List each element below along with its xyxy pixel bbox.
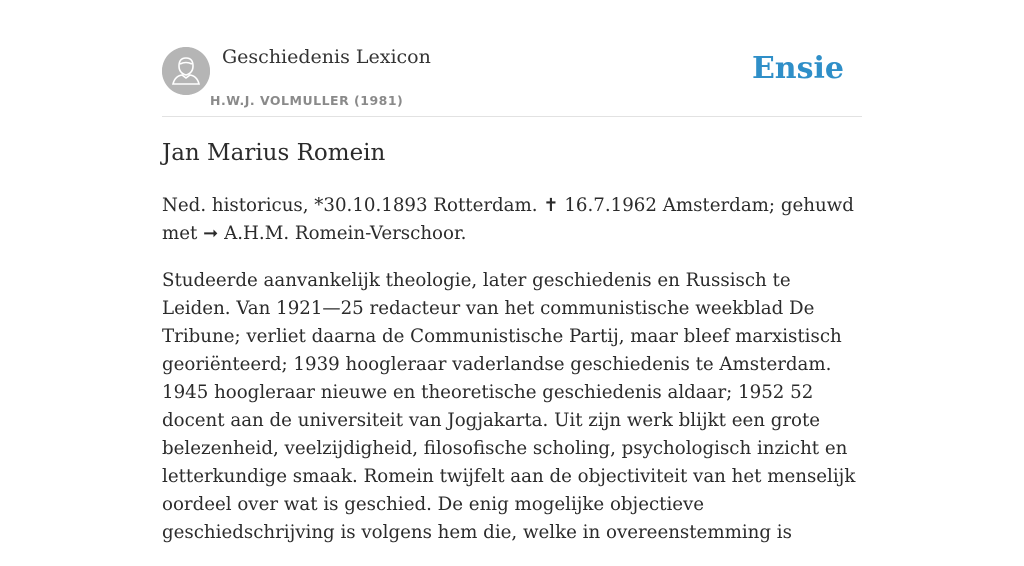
page-title: Jan Marius Romein [162, 140, 386, 166]
article-body [162, 192, 862, 566]
body-paragraph: Studeerde aanvankelijk theologie, later geschiedenis en Russisch te Leiden. Van 1921—25 redacteur van het communistische weekblad De Tribune; verliet daarna de Communistische Partij, maar bleef marxistisch georiënteerd; 1939 hoogleraar vaderlandse geschiedenis te Amsterdam. 1945 hoogleraar nieuwe en theoretische geschiedenis aldaar; 1952 52 docent aan de universiteit van Jogjakarta. Uit zijn werk blijkt een grote belezenheid, veelzijdigheid, filosofische scholing, psychologisch inzicht en letterkundige smaak. Romein twijfelt aan de objectiviteit van het menselijk oordeel over wat is geschied. De enig mogelijke objectieve geschiedschrijving is volgens hem die, welke in overeenstemming is [162, 270, 856, 543]
brand-logo[interactable]: Ensie [751, 51, 844, 86]
source-title[interactable]: Geschiedenis Lexicon [222, 46, 431, 68]
cross-reference-link[interactable]: A.H.M. Romein-Verschoor. [224, 223, 467, 244]
article-page [162, 0, 862, 543]
user-silhouette-icon[interactable] [162, 47, 210, 95]
source-header [162, 0, 862, 117]
author-credit: H.W.J. VOLMULLER (1981) [210, 93, 404, 108]
intro-text: Ned. historicus, *30.10.1893 Rotterdam. ✝ 16.7.1962 Amsterdam; gehuwd met ➞ [162, 195, 854, 244]
intro-paragraph [162, 192, 862, 248]
